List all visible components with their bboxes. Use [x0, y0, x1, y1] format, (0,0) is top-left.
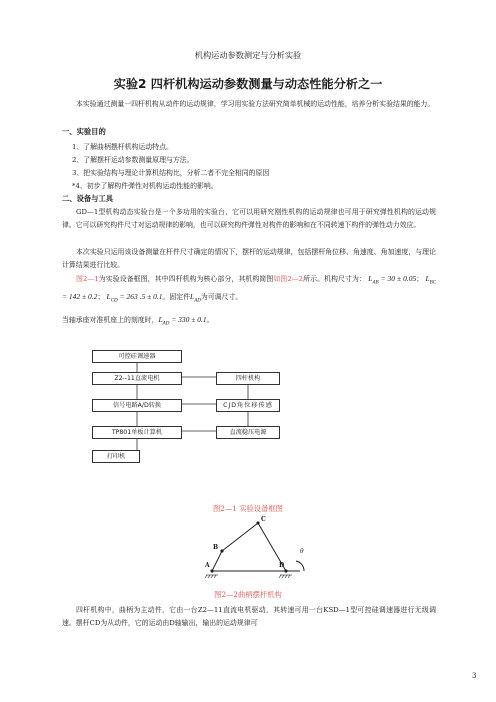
linkage-box: 四杆机构: [216, 372, 280, 385]
dim-lad: $L_{AD} = 330 \pm 0.1$: [158, 315, 207, 327]
figure-ref-2-1[interactable]: 图2—1: [76, 275, 99, 283]
power-box: 直流稳压电源: [216, 426, 280, 439]
crank-ab: [212, 551, 222, 571]
point-c-label: C: [261, 516, 266, 523]
figure-2-2-caption: 图2—2曲柄摆杆机构: [214, 590, 282, 599]
dim-lcd: $L_{CD} = 263$ .5 ± 0.1: [106, 291, 163, 304]
point-a-label: A: [205, 562, 210, 569]
mechanism-paragraph: 四杆机构中，曲柄为主动件，它由一台Z2—11直流电机驱动，其转速可用一台KSD—1型可控硅调速器进行无级调速。摆杆CD为从动件，它的运动由D轴输出，输出的运动规律可: [62, 606, 436, 628]
page-header: 机构运动参数测定与分析实验: [194, 50, 302, 60]
computer-box: TP801单板计算机: [92, 426, 182, 439]
section-2-heading: 二、设备与工具: [62, 194, 114, 203]
objective-item-2: 2、了解摆杆运动参数测量原理与方法。: [72, 156, 194, 164]
theta-arc: [296, 561, 304, 571]
adc-box: 信号电路A/D转换: [92, 399, 182, 412]
intro-paragraph: 本实验通过测量一四杆机构从动件的运动规律，学习用实验方法研究简单机械的运动性能，培养分析实验结果的能力。: [76, 100, 435, 108]
equipment-paragraph-4: 当轴承座对准机座上的刻度时，$L_{AD} = 330 \pm 0.1$。: [62, 315, 214, 327]
objective-item-3: 3、把实验结构与理论计算机结构比，分析二者不完全相同的原因: [72, 169, 270, 177]
dim-lad-ref: $L_{AD}$: [190, 291, 201, 304]
section-1-heading: 一、实验目的: [62, 127, 106, 136]
figure-2-1-caption: 图2—1 实验设备框图: [213, 504, 283, 513]
printer-box: 打印机: [92, 450, 140, 463]
point-b-label: B: [213, 544, 219, 551]
dim-lab: $L_{AB} = 30 \pm 0.05$: [368, 274, 417, 286]
dim-lbc: $L_{BC} = 142 \pm 0.2$: [62, 274, 436, 301]
page-number: 3: [472, 672, 477, 680]
objective-item-1: 1、了解曲柄摆杆机构运动特点。: [72, 143, 173, 151]
equipment-paragraph-3: 图2—1为实验设备框图，其中四杆机构为核心部分，其机构简图如图2—2所示。机构尺寸为： $L_{AB} = 30 \pm 0.05$； $L_{BC} = 142 \pm 0.2$； $L_{CD} = 263$ .5 ± 0.1。固定件$L_{AD}$为可调尺寸。: [62, 274, 436, 304]
theta-label: θ: [300, 548, 304, 555]
figure-ref-2-2[interactable]: 如图2—2: [273, 275, 304, 283]
page-title: 实验2 四杆机构运动参数测量与动态性能分析之一: [113, 77, 383, 91]
controller-box: 可控硅调速器: [92, 350, 182, 363]
equipment-paragraph-2: 本次实验只运用该设备测量在杆件尺寸确定的情况下，摆杆的运动规律，包括摆杆角位移、角速度、角加速度，与理论计算结果进行比较。: [62, 248, 436, 270]
sensor-box: CJD角位移传感: [216, 399, 280, 412]
objective-item-4: *4、初步了解构件弹性对机构运动性能的影响。: [72, 182, 218, 190]
equipment-paragraph-1: GD—1型机构动态实验台是一个多功用的实验台，它可以用研究刚性机构的运动规律也可用于研究弹性机构的运动规律。它可以研究构件尺寸对运动规律的影响，也可以研究构件弹性对构件的影响和在不同转速下构件的弹性动力效应。: [62, 208, 436, 230]
motor-box: Z2--11直流电机: [92, 372, 182, 385]
point-d-label: D: [279, 562, 285, 569]
coupler-bc: [222, 523, 258, 551]
